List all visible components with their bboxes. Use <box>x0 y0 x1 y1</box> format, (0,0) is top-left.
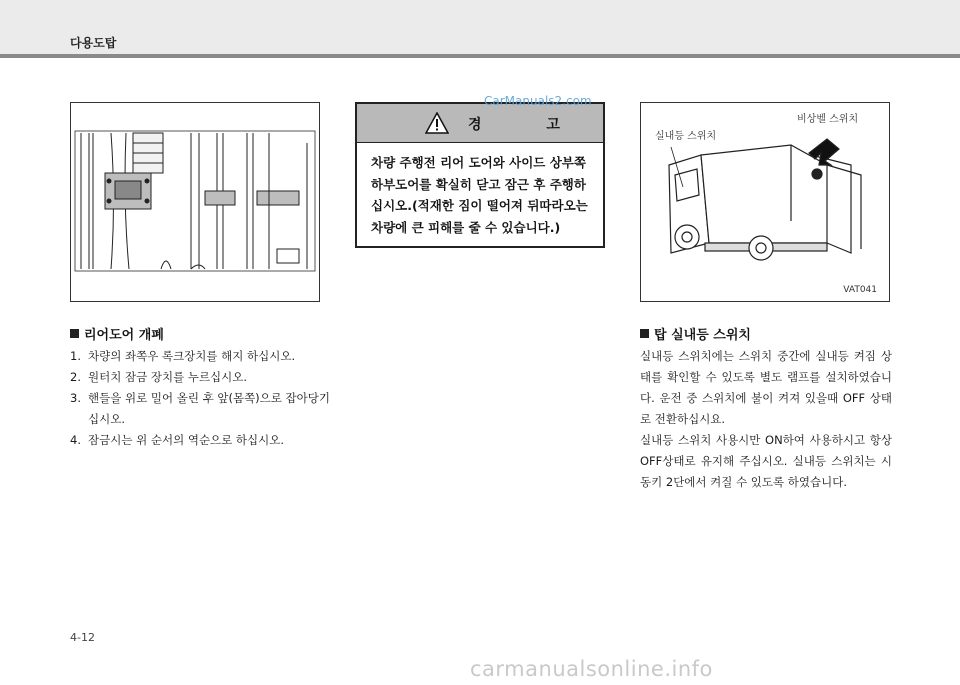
rear-door-latch-figure <box>70 102 320 302</box>
rear-door-steps <box>70 346 332 451</box>
step-item <box>70 388 332 430</box>
watermark-bottom: carmanualsonline.info <box>470 657 713 681</box>
top-light-description <box>640 346 892 493</box>
truck-switch-figure <box>640 102 890 302</box>
figure-code: VAT041 <box>843 285 877 295</box>
page-number: 4-12 <box>70 631 95 644</box>
watermark-top: CarManuals2.com <box>484 94 592 108</box>
bullet-square-icon <box>640 329 649 338</box>
step-number: 4. <box>70 433 81 447</box>
step-item <box>70 430 332 451</box>
step-number: 1. <box>70 349 81 363</box>
rear-door-section-heading <box>70 324 164 343</box>
bullet-square-icon <box>70 329 79 338</box>
top-light-paragraph-2: 실내등 스위치 사용시만 ON하여 사용하시고 항상 OFF상태로 유지해 주십시오. 실내등 스위치는 시동키 2단에서 켜질 수 있도록 하였습니다. <box>640 433 892 489</box>
step-text: 잠금시는 위 순서의 역순으로 하십시오. <box>88 433 285 447</box>
warning-triangle-icon <box>425 112 449 134</box>
step-item <box>70 367 332 388</box>
rear-door-heading-text: 리어도어 개폐 <box>84 328 164 343</box>
warning-text: 차량 주행전 리어 도어와 사이드 상부쪽하부도어를 확실히 닫고 잠근 후 주행하십시오.(적재한 짐이 떨어져 뒤따라오는 차량에 큰 피해를 줄 수 있습니다.) <box>371 155 588 235</box>
header-divider <box>0 54 960 58</box>
rear-door-latch-drawing <box>71 103 319 301</box>
top-light-switch-section-heading <box>640 324 751 343</box>
warning-title: 경 고 <box>468 117 590 133</box>
warning-header <box>357 104 603 143</box>
step-text: 핸들을 위로 밀어 올린 후 앞(몸쪽)으로 잡아당기십시오. <box>88 391 330 426</box>
header-title: 다용도탑 <box>70 36 117 50</box>
step-number: 3. <box>70 391 81 405</box>
top-light-heading-text: 탑 실내등 스위치 <box>654 328 751 343</box>
warning-box <box>355 102 605 248</box>
emergency-bell-switch-label: 비상벨 스위치 <box>797 114 859 125</box>
interior-light-switch-label: 실내등 스위치 <box>655 131 717 142</box>
step-text: 원터치 잠금 장치를 누르십시오. <box>88 370 248 384</box>
step-text: 차량의 좌쪽우 록크장치를 해지 하십시오. <box>88 349 296 363</box>
step-number: 2. <box>70 370 81 384</box>
page-header <box>0 0 960 54</box>
top-light-paragraph-1: 실내등 스위치에는 스위치 중간에 실내등 켜짐 상태를 확인할 수 있도록 별도 램프를 설치하였습니다. 운전 중 스위치에 불이 켜져 있을때 OFF 상태로 전환하십시요. <box>640 349 892 426</box>
step-item <box>70 346 332 367</box>
